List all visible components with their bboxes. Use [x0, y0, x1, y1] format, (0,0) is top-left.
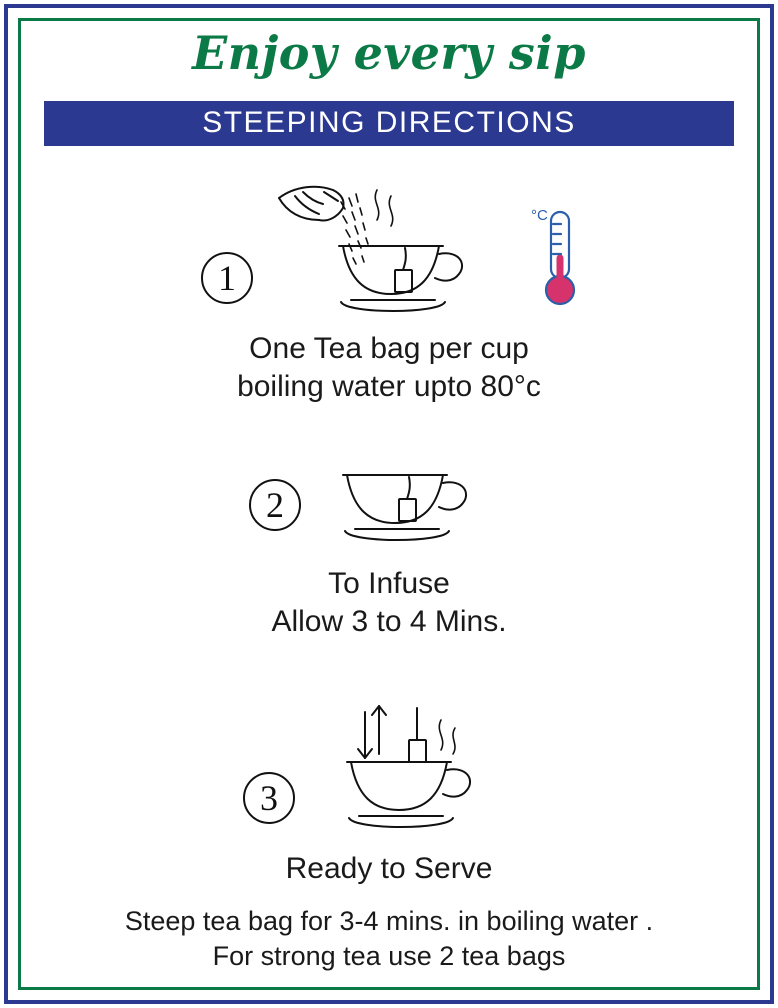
step-1 [26, 168, 752, 405]
step-2-artwork [26, 457, 752, 553]
steaming-teacup-icon [229, 688, 549, 838]
thermometer-icon [517, 198, 587, 318]
svg-text:3: 3 [260, 778, 278, 819]
svg-text:2: 2 [266, 485, 284, 526]
step-2-caption [26, 565, 752, 640]
footer-note [26, 904, 752, 974]
thermometer-unit-label: °C [531, 207, 548, 225]
up-down-arrows-icon [358, 706, 386, 758]
step-2-caption-line1: To Infuse [328, 567, 450, 601]
step-1-caption-line1: One Tea bag per cup [249, 332, 529, 366]
step-2 [26, 457, 752, 640]
step-3 [26, 688, 752, 888]
step-1-caption-line2: boiling water upto 80°c [237, 369, 541, 403]
footer-note-line2: For strong tea use 2 tea bags [212, 940, 566, 971]
teacup-with-teabag-icon [239, 457, 539, 553]
step-3-caption-line1: Ready to Serve [285, 852, 493, 886]
page-title: Enjoy every sip [192, 26, 586, 80]
footer-note-line1: Steep tea bag for 3-4 mins. in boiling water . [124, 905, 654, 936]
section-banner: STEEPING DIRECTIONS [44, 101, 734, 147]
step-1-caption [26, 330, 752, 405]
pouring-hand-teacup-icon [191, 168, 511, 318]
step-3-caption [26, 850, 752, 888]
svg-text:1: 1 [218, 258, 236, 299]
step-1-artwork [26, 168, 752, 318]
step-2-caption-line2: Allow 3 to 4 Mins. [271, 604, 507, 638]
card-content [26, 22, 752, 986]
step-3-artwork [26, 688, 752, 838]
